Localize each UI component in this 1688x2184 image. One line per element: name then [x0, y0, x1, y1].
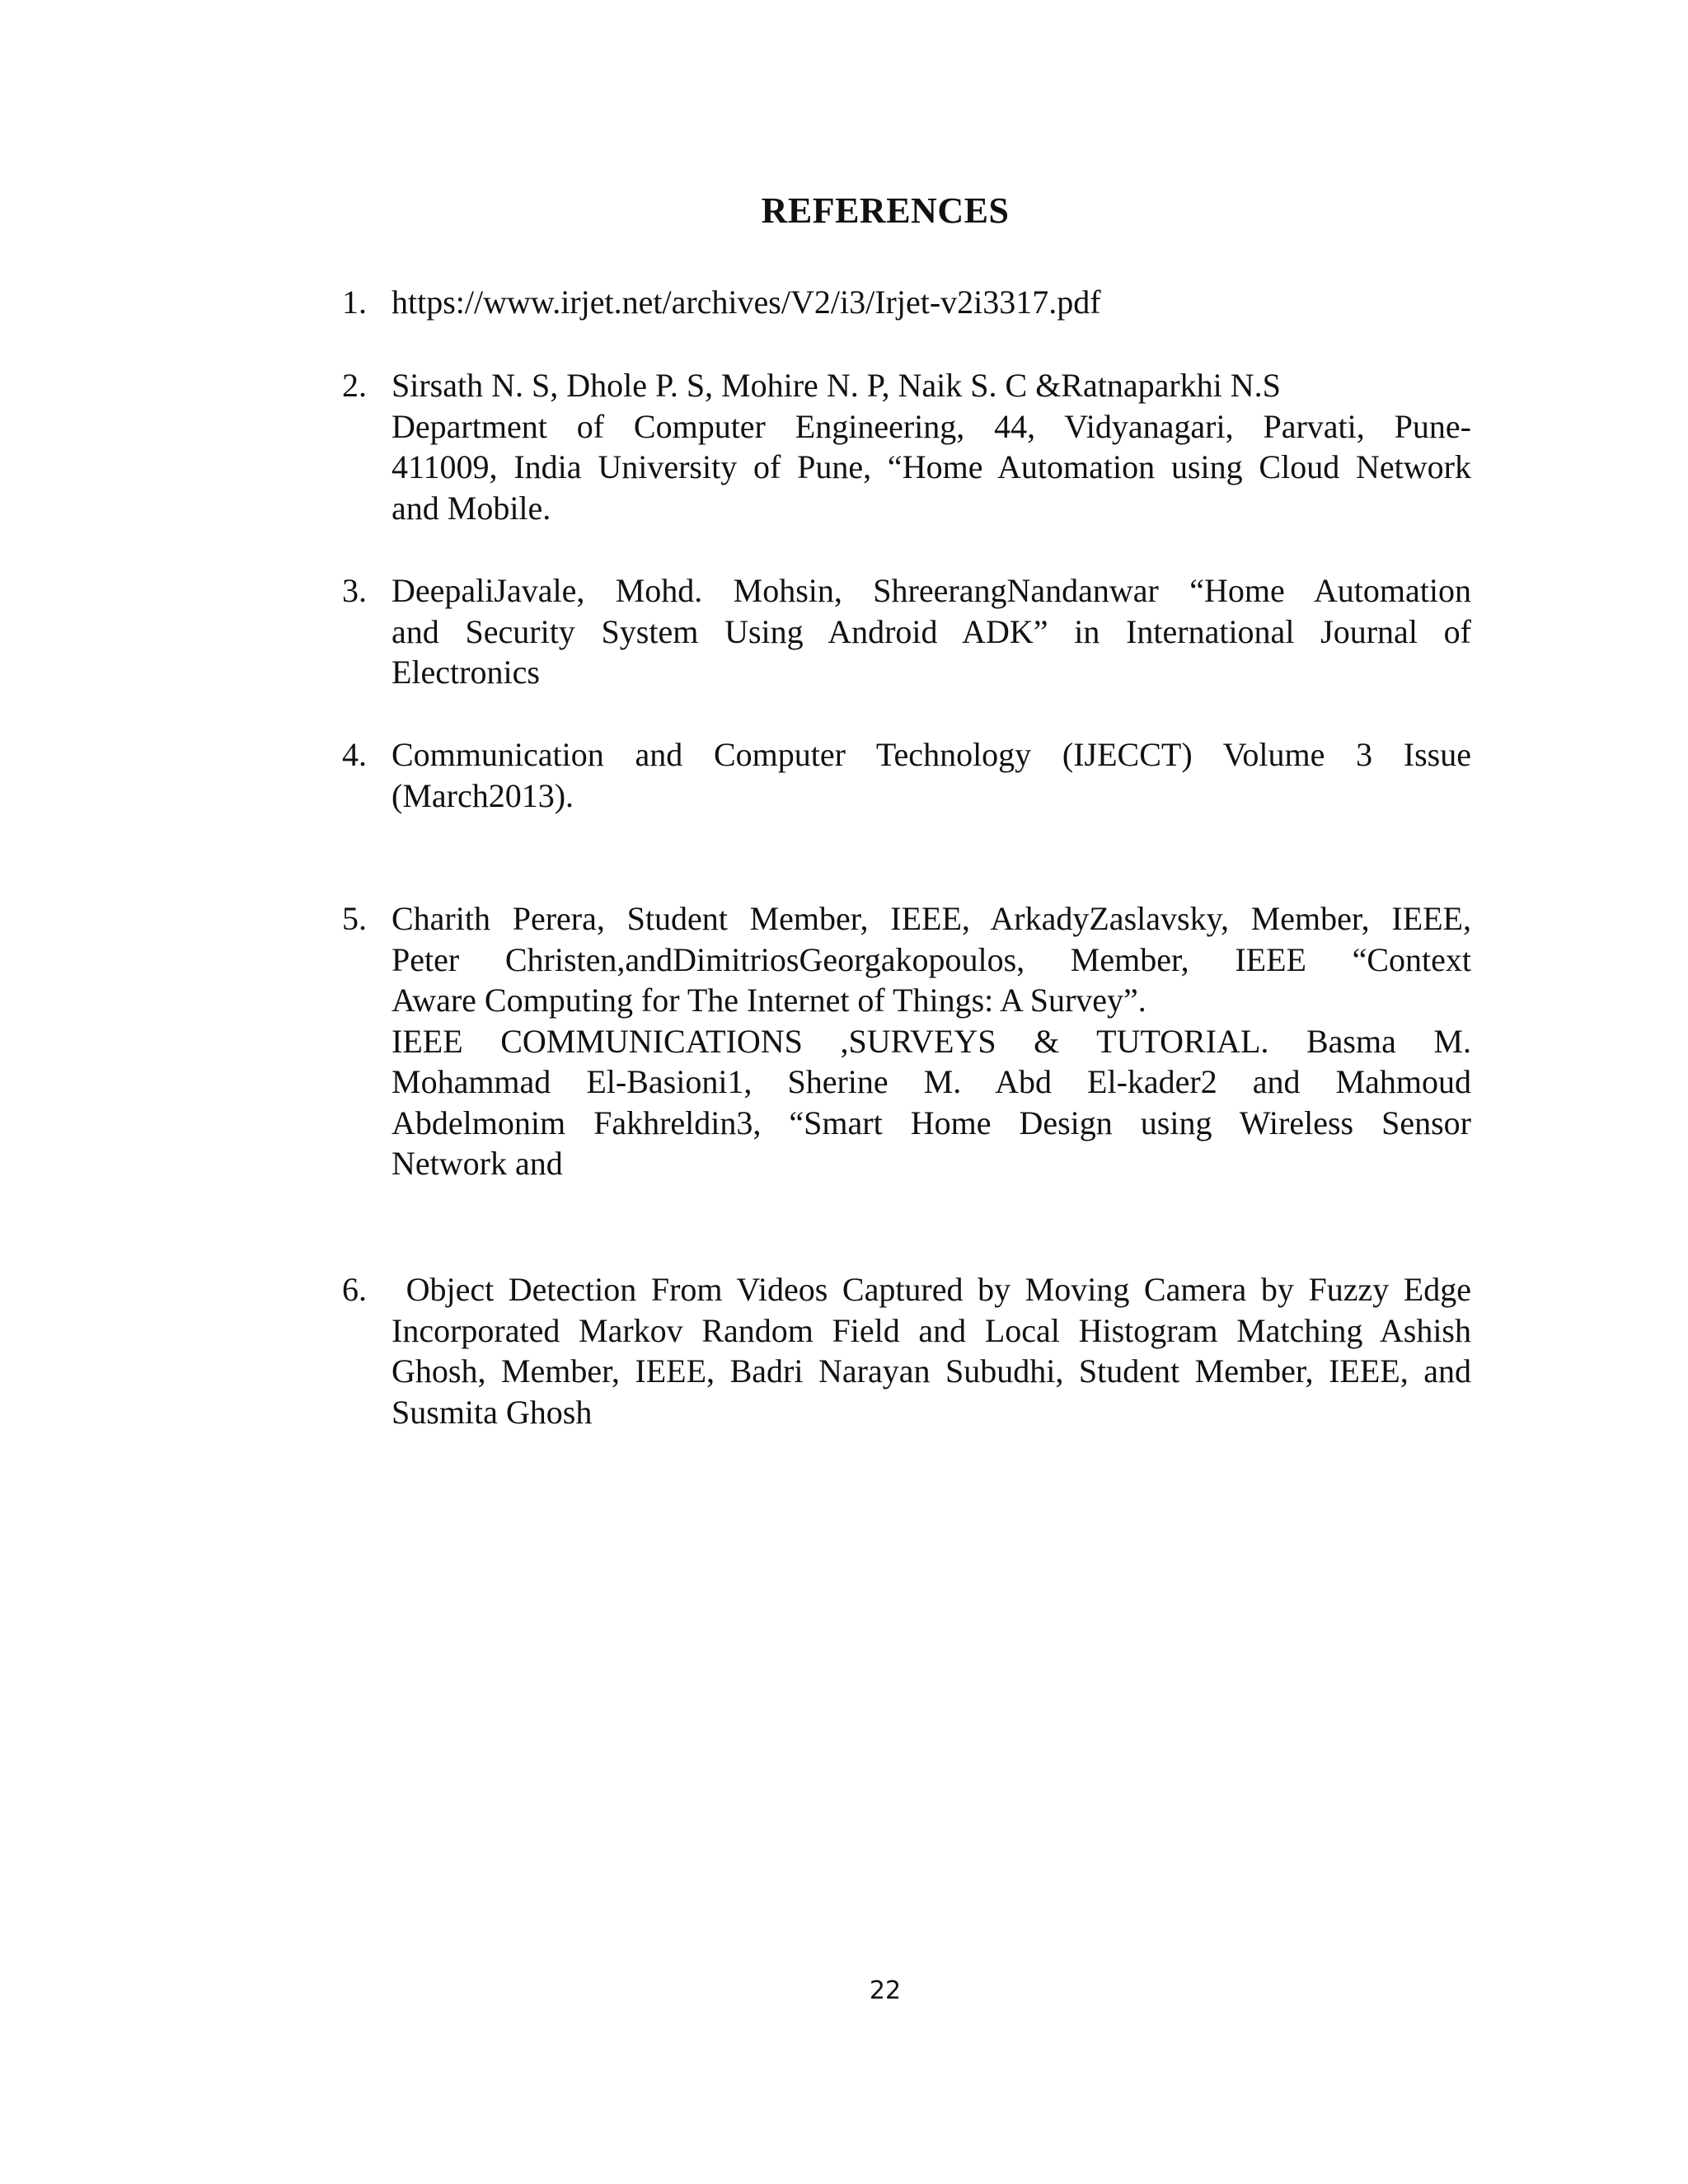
- reference-number: 4.: [342, 736, 367, 773]
- reference-line: DeepaliJavale, Mohd. Mohsin, ShreerangNandanwar “Home Automation: [392, 572, 1471, 609]
- reference-text: [392, 898, 1471, 1184]
- reference-line: Peter Christen,andDimitriosGeorgakopoulos, Member, IEEE “Context: [392, 940, 1471, 978]
- reference-text: [392, 365, 1471, 528]
- reference-number: 1.: [342, 284, 367, 321]
- reference-line: (March2013).: [392, 776, 574, 814]
- reference-number: 6.: [342, 1271, 367, 1308]
- reference-number: 2.: [342, 367, 367, 404]
- reference-line: Department of Computer Engineering, 44, Vidyanagari, Parvati, Pune-: [392, 407, 1471, 445]
- reference-line: Susmita Ghosh: [392, 1393, 593, 1431]
- reference-line: Ghosh, Member, IEEE, Badri Narayan Subudhi, Student Member, IEEE, and: [392, 1352, 1471, 1390]
- reference-text: [392, 734, 1471, 816]
- page-number: 22: [869, 1976, 902, 2005]
- reference-line: Abdelmonim Fakhreldin3, “Smart Home Design using Wireless Sensor: [392, 1104, 1471, 1141]
- reference-line: Charith Perera, Student Member, IEEE, ArkadyZaslavsky, Member, IEEE,: [392, 900, 1471, 937]
- reference-line: IEEE COMMUNICATIONS ,SURVEYS & TUTORIAL. Basma M.: [392, 1022, 1471, 1060]
- reference-line: 411009, India University of Pune, “Home Automation using Cloud Network: [392, 448, 1471, 485]
- reference-line: Sirsath N. S, Dhole P. S, Mohire N. P, Naik S. C &Ratnaparkhi N.S: [392, 367, 1281, 404]
- reference-number: 5.: [342, 900, 367, 937]
- reference-line: Communication and Computer Technology (IJECCT) Volume 3 Issue: [392, 736, 1471, 773]
- references-heading: REFERENCES: [761, 190, 1010, 231]
- reference-line: and Mobile.: [392, 489, 551, 527]
- reference-line: and Security System Using Android ADK” in International Journal of: [392, 612, 1471, 650]
- reference-line: Aware Computing for The Internet of Things: A Survey”.: [392, 982, 1146, 1019]
- reference-item-6: [342, 1269, 1471, 1432]
- reference-item-1: [342, 282, 1471, 323]
- reference-item-2: [342, 365, 1471, 528]
- reference-text: [392, 282, 1471, 323]
- reference-line: Object Detection From Videos Captured by Moving Camera by Fuzzy Edge: [392, 1271, 1471, 1308]
- reference-line: Mohammad El-Basioni1, Sherine M. Abd El-kader2 and Mahmoud: [392, 1063, 1471, 1100]
- reference-line: Incorporated Markov Random Field and Local Histogram Matching Ashish: [392, 1311, 1471, 1349]
- reference-item-5: [342, 898, 1471, 1184]
- reference-number: 3.: [342, 572, 367, 609]
- reference-line: https://www.irjet.net/archives/V2/i3/Irjet-v2i3317.pdf: [392, 284, 1101, 321]
- reference-item-4: [342, 734, 1471, 816]
- reference-text: [392, 570, 1471, 693]
- reference-line: Network and: [392, 1145, 563, 1182]
- reference-item-3: [342, 570, 1471, 693]
- reference-line: Electronics: [392, 654, 540, 691]
- reference-text: [392, 1269, 1471, 1432]
